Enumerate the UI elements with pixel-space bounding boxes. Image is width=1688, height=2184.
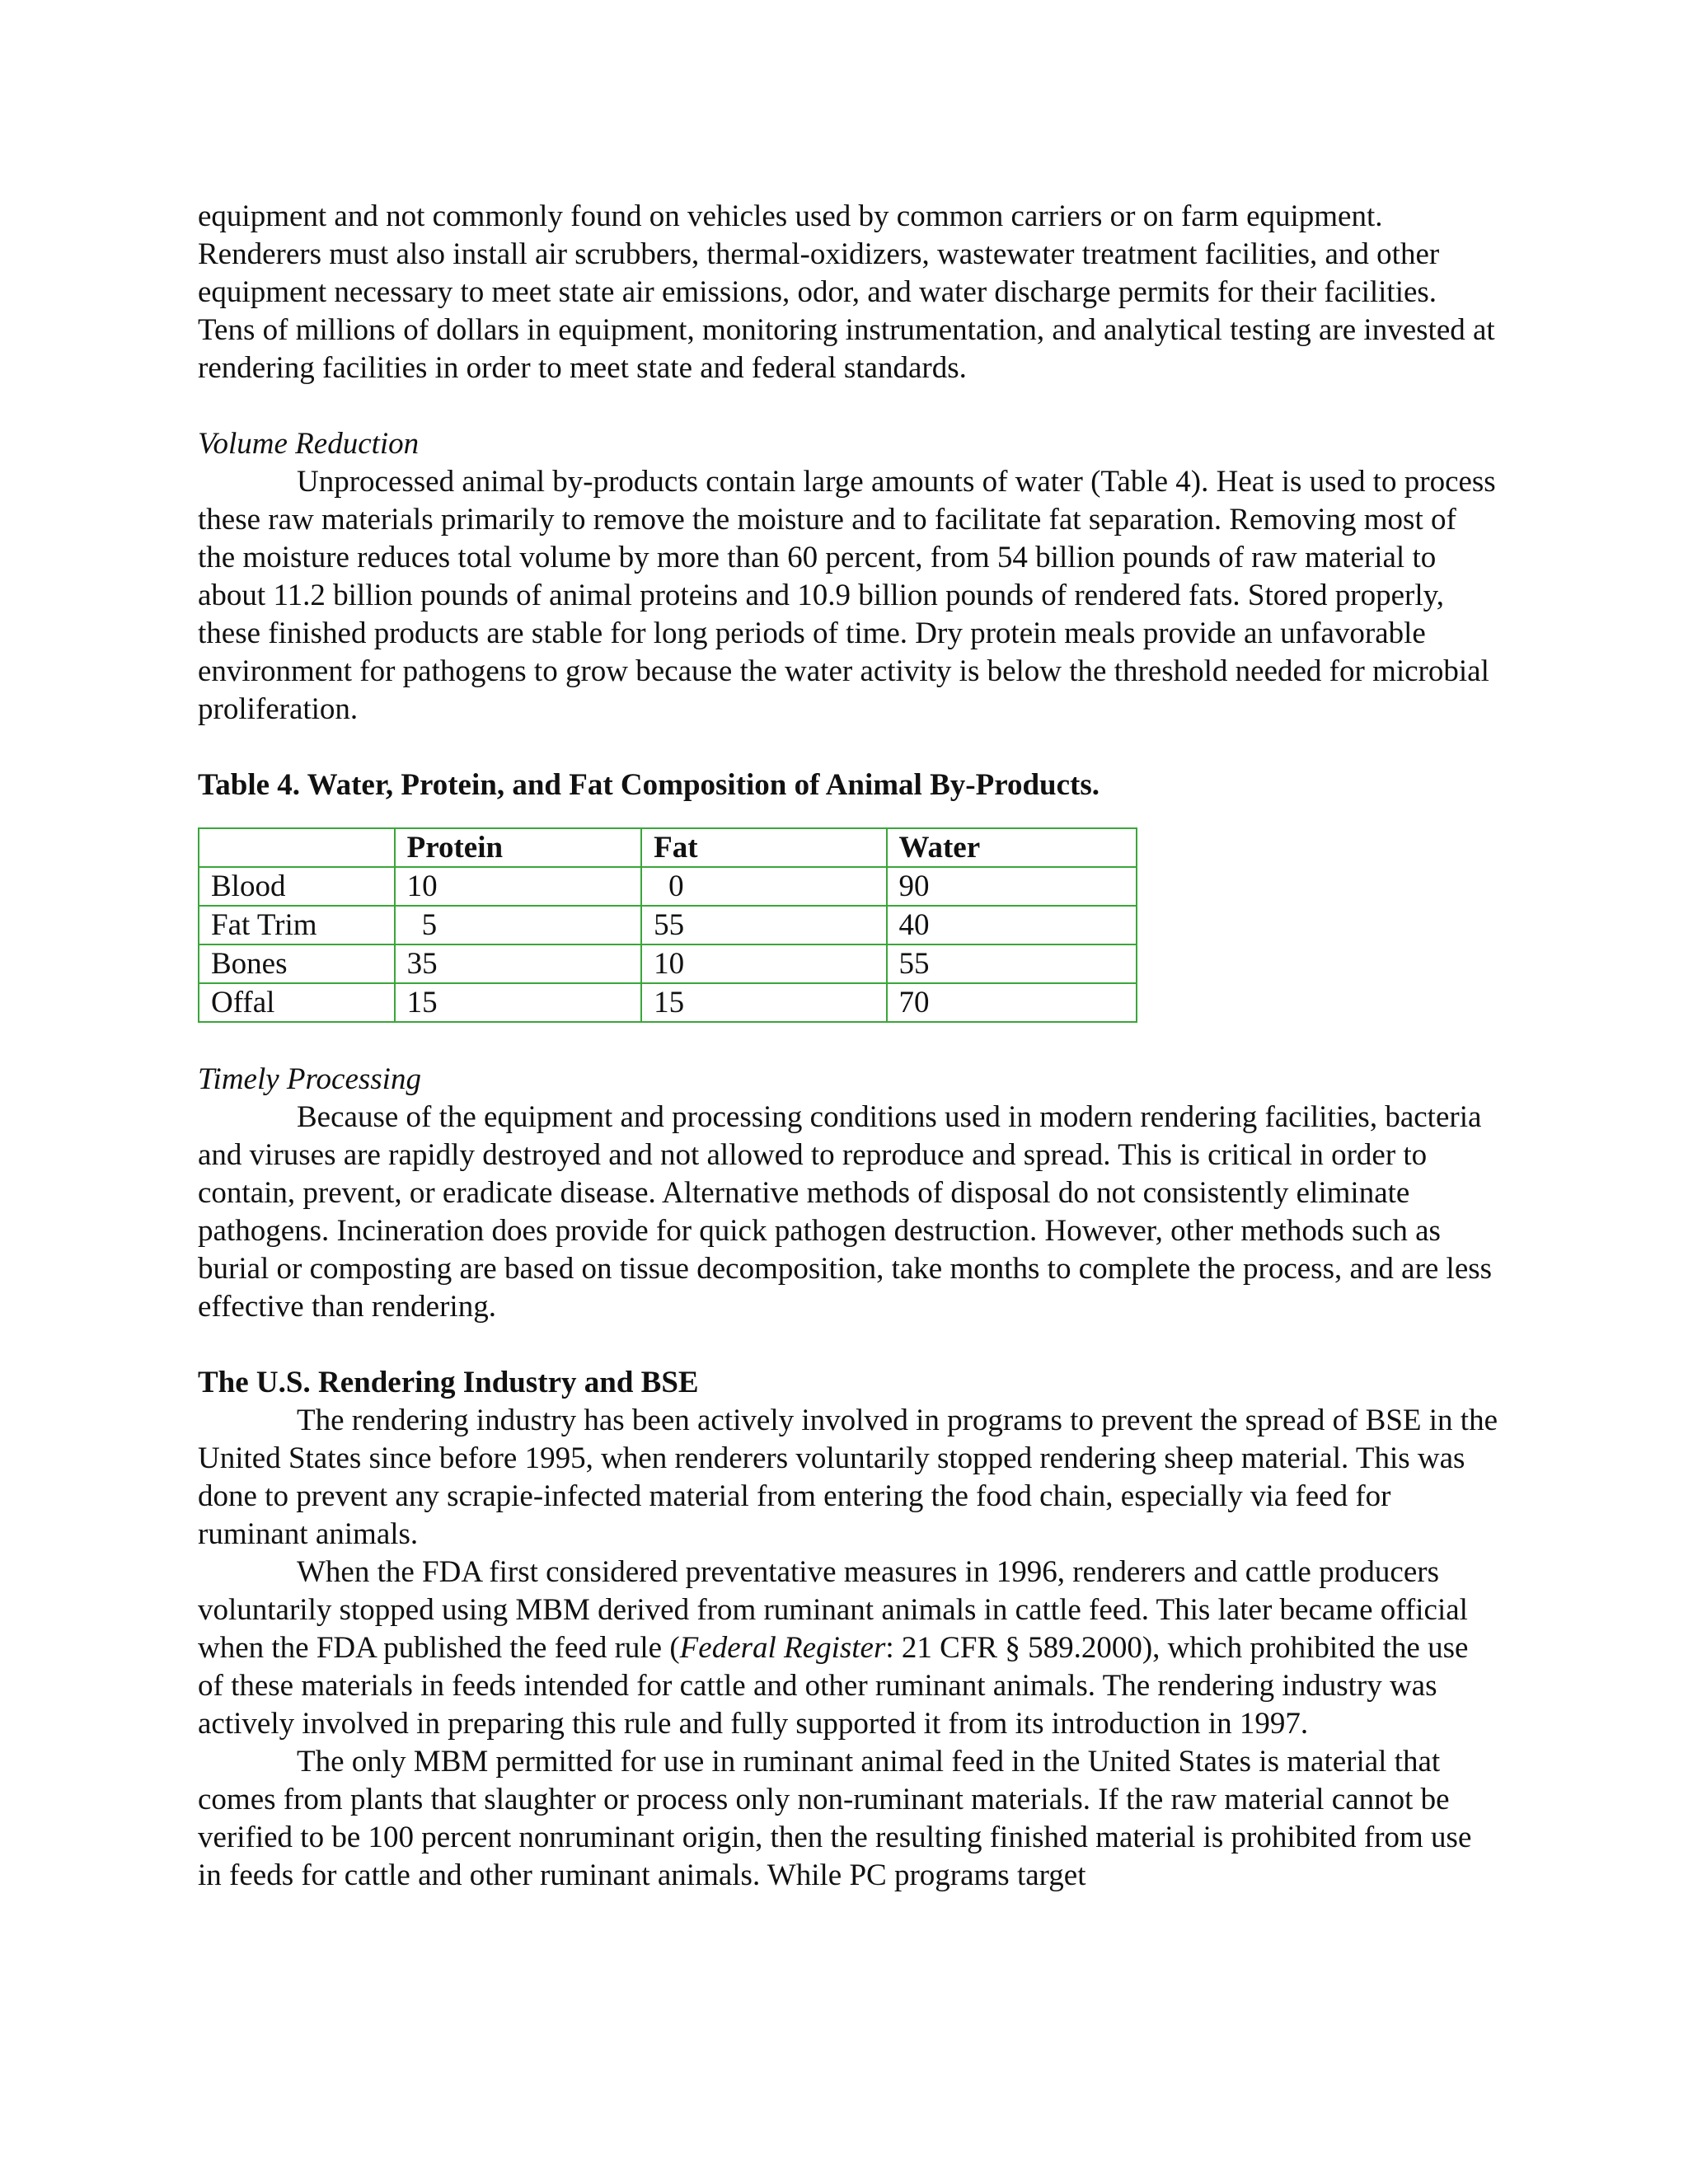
bse-section-heading: The U.S. Rendering Industry and BSE — [198, 1366, 699, 1399]
bse-paragraph-2-after: : 21 CFR § 589.2000), which prohibited the use of these materials in feeds intended for cattle and other ruminant animals. The rendering industry was actively involved in preparing this rule and fully supported it from its introduction in 1997. — [198, 1631, 1469, 1741]
table-header-protein: Protein — [395, 828, 642, 867]
bse-paragraph-2-before: When the FDA first considered preventative measures in 1996, renderers and cattle producers voluntarily stopped using MBM derived from ruminant animals in cattle feed. This later became official when the FDA published the feed rule ( — [198, 1555, 1468, 1665]
row-label: Bones — [199, 944, 395, 983]
timely-processing-paragraph: Because of the equipment and processing conditions used in modern rendering facilities, bacteria and viruses are rapidly destroyed and not allowed to reproduce and spread. This is critical in order to contain, prevent, or eradicate disease. Alternative methods of disposal do not consistently eliminate pathogens. Incineration does provide for quick pathogen destruction. However, other methods such as burial or composting are based on tissue decomposition, take months to complete the process, and are less effective than rendering. — [198, 1100, 1493, 1324]
composition-table — [198, 827, 1137, 1023]
protein-cell: 15 — [395, 983, 642, 1022]
fat-cell: 55 — [641, 906, 886, 944]
protein-cell: 5 — [395, 906, 642, 944]
table-4-caption: Table 4. Water, Protein, and Fat Composition of Animal By-Products. — [198, 768, 1100, 802]
federal-register-citation: Federal Register — [679, 1631, 886, 1665]
table-row — [199, 906, 1137, 944]
bse-paragraph-2 — [198, 1554, 1500, 1743]
fat-cell: 10 — [641, 944, 886, 983]
water-cell: 55 — [887, 944, 1137, 983]
water-cell: 40 — [887, 906, 1137, 944]
water-cell: 90 — [887, 867, 1137, 906]
table-row — [199, 983, 1137, 1022]
bse-paragraph-1: The rendering industry has been actively involved in programs to prevent the spread of BSE in the United States since before 1995, when renderers voluntarily stopped rendering sheep material. This was done to prevent any scrapie-infected material from entering the food chain, especially via feed for ruminant animals. — [198, 1404, 1498, 1551]
table-header-fat: Fat — [641, 828, 886, 867]
row-label: Blood — [199, 867, 395, 906]
table-header-water: Water — [887, 828, 1137, 867]
table-header-blank — [199, 828, 395, 867]
volume-reduction-paragraph: Unprocessed animal by-products contain large amounts of water (Table 4). Heat is used to process these raw materials primarily to remove the moisture and to facilitate fat separation. Removing most of the moisture reduces total volume by more than 60 percent, from 54 billion pounds of raw material to about 11.2 billion pounds of animal proteins and 10.9 billion pounds of rendered fats. Stored properly, these finished products are stable for long periods of time. Dry protein meals provide an unfavorable environment for pathogens to grow because the water activity is below the threshold needed for microbial proliferation. — [198, 465, 1496, 726]
fat-cell: 15 — [641, 983, 886, 1022]
bse-paragraph-3: The only MBM permitted for use in ruminant animal feed in the United States is material that comes from plants that slaughter or process only non-ruminant materials. If the raw material cannot be verified to be 100 percent nonruminant origin, then the resulting finished material is prohibited from use in feeds for cattle and other ruminant animals. While PC programs target — [198, 1745, 1472, 1892]
timely-processing-heading: Timely Processing — [198, 1062, 421, 1096]
volume-reduction-heading: Volume Reduction — [198, 427, 420, 461]
row-label: Offal — [199, 983, 395, 1022]
protein-cell: 35 — [395, 944, 642, 983]
water-cell: 70 — [887, 983, 1137, 1022]
intro-paragraph: equipment and not commonly found on vehicles used by common carriers or on farm equipment. Renderers must also install air scrubbers, thermal-oxidizers, wastewater treatment facilities, and other equipment necessary to meet state air emissions, odor, and water discharge permits for their facilities. Tens of millions of dollars in equipment, monitoring instrumentation, and analytical testing are invested at rendering facilities in order to meet state and federal standards. — [198, 199, 1495, 385]
table-row — [199, 944, 1137, 983]
document-page — [198, 198, 1500, 1895]
table-header-row — [199, 828, 1137, 867]
table-row — [199, 867, 1137, 906]
fat-cell: 0 — [641, 867, 886, 906]
row-label: Fat Trim — [199, 906, 395, 944]
protein-cell: 10 — [395, 867, 642, 906]
